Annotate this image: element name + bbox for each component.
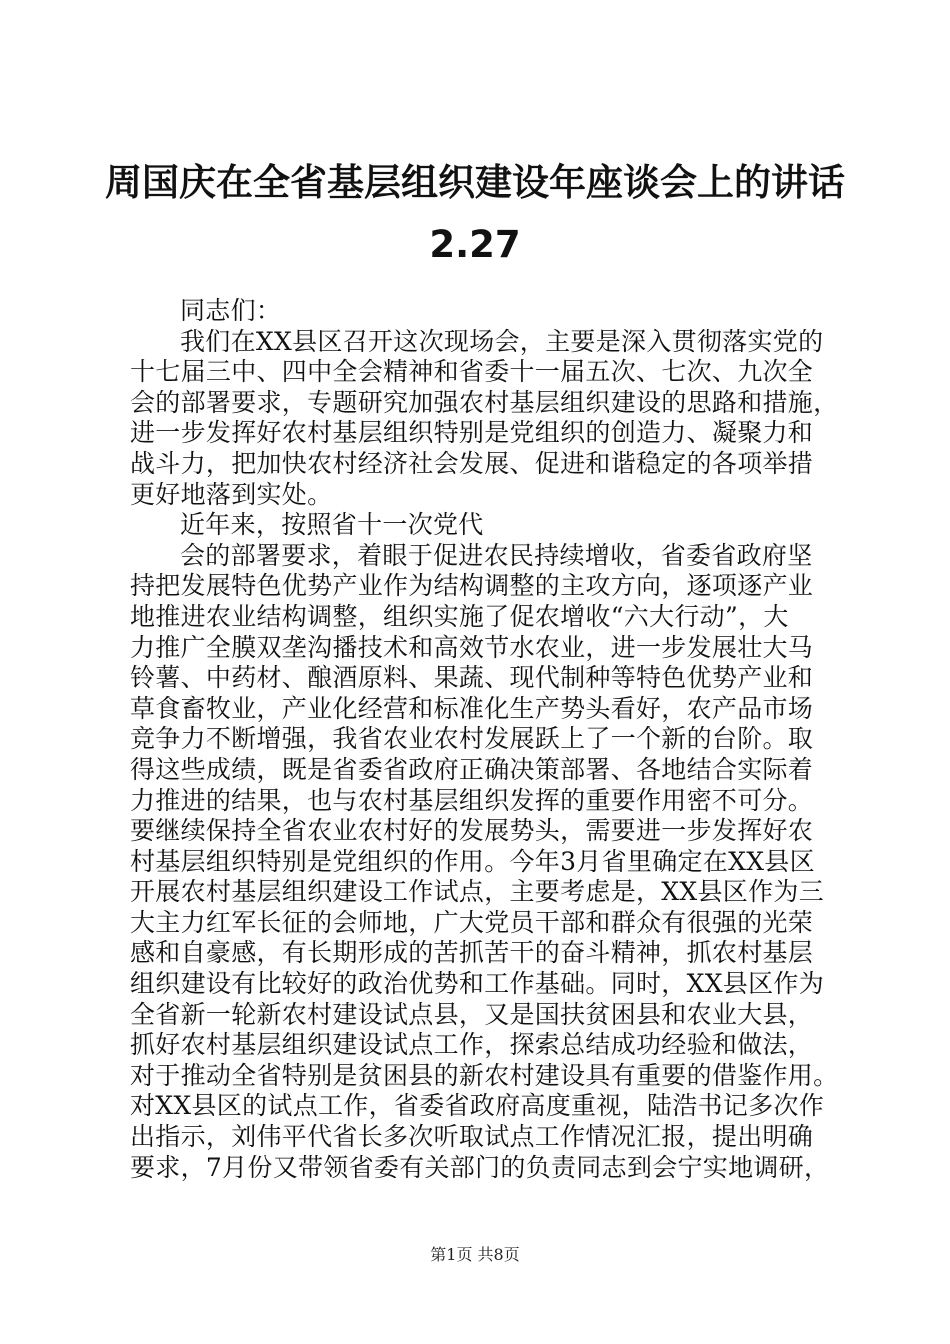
paragraph-line: 竞争力不断增强，我省农业农村发展跃上了一个新的台阶。取 <box>130 724 814 754</box>
paragraph-line: 对XX县区的试点工作，省委省政府高度重视，陆浩书记多次作 <box>130 1091 824 1121</box>
paragraph-line: 近年来，按照省十一次党代 <box>180 510 484 540</box>
paragraph-line: 十七届三中、四中全会精神和省委十一届五次、七次、九次全 <box>130 357 814 387</box>
paragraph-line: 大主力红军长征的会师地，广大党员干部和群众有很强的光荣 <box>130 907 814 937</box>
paragraph-line: 感和自豪感，有长期形成的苦抓苦干的奋斗精神，抓农村基层 <box>130 938 814 968</box>
paragraph-line: 力推进的结果，也与农村基层组织发挥的重要作用密不可分。 <box>130 785 814 815</box>
paragraph-line: 要求，7月份又带领省委有关部门的负责同志到会宁实地调研， <box>130 1152 830 1182</box>
paragraph-line: 地推进农业结构调整，组织实施了促农增收“六大行动”，大 <box>130 601 789 631</box>
paragraph-line: 得这些成绩，既是省委省政府正确决策部署、各地结合实际着 <box>130 754 814 784</box>
paragraph-line: 全省新一轮新农村建设试点县，又是国扶贫困县和农业大县， <box>130 999 814 1029</box>
paragraph-line: 战斗力，把加快农村经济社会发展、促进和谐稳定的各项举措 <box>130 448 814 478</box>
document-body <box>130 296 839 1183</box>
paragraph-line: 草食畜牧业，产业化经营和标准化生产势头看好，农产品市场 <box>130 693 814 723</box>
page-footer: 第1页 共8页 <box>430 1245 520 1264</box>
paragraph-line: 抓好农村基层组织建设试点工作，探索总结成功经验和做法， <box>130 1030 814 1060</box>
paragraph-line: 铃薯、中药材、酿酒原料、果蔬、现代制种等特色优势产业和 <box>130 663 814 693</box>
paragraph-line: 会的部署要求，专题研究加强农村基层组织建设的思路和措施， <box>130 387 839 417</box>
paragraph-line: 我们在XX县区召开这次现场会，主要是深入贯彻落实党的 <box>180 326 824 356</box>
paragraph-line: 组织建设有比较好的政治优势和工作基础。同时，XX县区作为 <box>130 969 824 999</box>
paragraph-line: 更好地落到实处。 <box>130 479 333 509</box>
salutation: 同志们： <box>180 296 282 325</box>
paragraph-line: 持把发展特色优势产业作为结构调整的主攻方向，逐项逐产业 <box>130 571 814 601</box>
document-title-date: 2.27 <box>429 223 521 266</box>
document-title: 周国庆在全省基层组织建设年座谈会上的讲话 <box>105 161 845 204</box>
paragraph-line: 力推广全膜双垄沟播技术和高效节水农业，进一步发展壮大马 <box>130 632 814 662</box>
paragraph-line: 要继续保持全省农业农村好的发展势头，需要进一步发挥好农 <box>130 816 814 846</box>
paragraph-line: 出指示，刘伟平代省长多次听取试点工作情况汇报，提出明确 <box>130 1122 814 1152</box>
paragraph-line: 对于推动全省特别是贫困县的新农村建设具有重要的借鉴作用。 <box>130 1060 839 1090</box>
paragraph-line: 会的部署要求，着眼于促进农民持续增收，省委省政府坚 <box>180 540 813 570</box>
paragraph-line: 村基层组织特别是党组织的作用。今年3月省里确定在XX县区 <box>130 846 815 876</box>
paragraph-line: 开展农村基层组织建设工作试点，主要考虑是，XX县区作为三 <box>130 877 824 907</box>
paragraph-line: 进一步发挥好农村基层组织特别是党组织的创造力、凝聚力和 <box>130 418 814 448</box>
